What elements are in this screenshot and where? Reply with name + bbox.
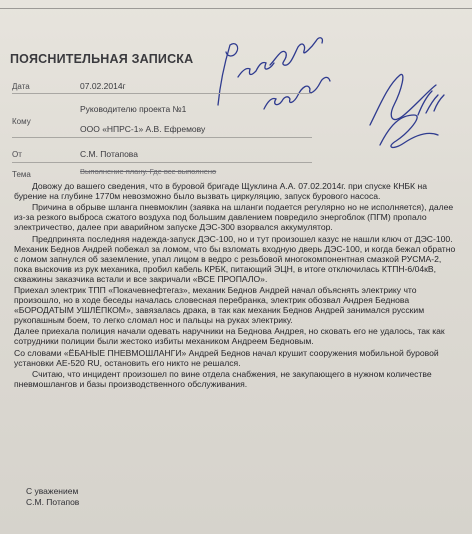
signature-strokes bbox=[370, 74, 444, 147]
meta-divider bbox=[12, 137, 312, 138]
from-label: От bbox=[12, 150, 22, 159]
closing-salutation: С уважением bbox=[26, 486, 79, 496]
date-label: Дата bbox=[12, 82, 30, 91]
paragraph: Довожу до вашего сведения, что в буровой бригаде Щуклина А.А. 07.02.2014г. при спуске КНБК на бурение на глубине 1770м невозможно было вызвать циркуляцию, запуск бурового насоса. bbox=[14, 181, 427, 201]
paragraph: Предпринята последняя надежда-запуск ДЭС-100, но и тут произошел казус не нашли ключ от ДЭС-100. Механик Беднов Андрей побежал за ломом, что бы взломать входную дверь ДЭС-100, и когда бежал обратно с ломом запнулся об заземление, упал лицом в ведро с резьбовой многокомпонентная смазкой РУСМА-2, пока выскочив из рук механика, пробил кабель КРБК, питающий ЭЦН, в итоге отключилась КТПН-6/04кВ, скважины заказчика встали и все закричали «ВСЕ ПРОПАЛО». bbox=[14, 233, 456, 284]
closing bbox=[26, 486, 79, 508]
paragraph: Причина в обрыве шланга пневмоклин (заявка на шланги подается регулярно но не исполняется), далее из-за резкого выброса сжатого воздуха под большим давлением повредило энергоблок (ПГМ) пропало электричество, далее при аварийном запуске ДЭС-300 взорвался аккумулятор. bbox=[14, 202, 454, 233]
handwritten-strokes bbox=[218, 38, 330, 109]
subject-label: Тема bbox=[12, 170, 31, 179]
signature bbox=[360, 55, 460, 165]
to-company: ООО «НПРС-1» А.В. Ефремову bbox=[80, 124, 206, 134]
to-label: Кому bbox=[12, 117, 31, 126]
handwritten-text: Проработать с персоналом bbox=[208, 5, 221, 6]
to-value: Руководителю проекта №1 bbox=[80, 104, 187, 114]
paragraph: Приехал электрик ТПП «Покачевнефтегаз», механик Беднов Андрей начал объяснять электрику что произошло, но в ходе беседы началась словесная перебранка, электрик обозвал Андрея Беднова «БОРОДАТЫМ УШЛЁПКОМ», завязалась драка, в так как механик Беднов Андрей занимался русским рукопашным боем, то легко сломал нос и пальцы на руках электрику. bbox=[14, 285, 425, 325]
closing-name: С.М. Потапов bbox=[26, 497, 80, 507]
handwritten-note bbox=[200, 5, 350, 115]
paragraph: Со словами «ЁБАНЫЕ ПНЕВМОШЛАНГИ» Андрей Беднов начал крушит сооружения мобильной буровой установки АЕ-520 RU, остановить его никто не решался. bbox=[14, 347, 439, 368]
subject-struck-text: Выполнение плану. Где все выполнено bbox=[80, 167, 217, 176]
document-body bbox=[14, 182, 460, 392]
from-value: С.М. Потапова bbox=[80, 149, 138, 159]
page-title: ПОЯСНИТЕЛЬНАЯ ЗАПИСКА bbox=[10, 52, 194, 66]
date-value: 07.02.2014г bbox=[80, 81, 126, 91]
signature-date: 10.02.2014 bbox=[360, 55, 366, 56]
paragraph: Далее приехала полиция начали одевать наручники на Беднова Андрея, но сковать его не удалось, так как сотрудники полиции были жестоко избиты механиком Андреем Бедновым. bbox=[14, 326, 445, 347]
paragraph: Считаю, что инцидент произошел по вине отдела снабжения, не закупающего в нужном количестве пневмошлангов и базы производственного обслуживания. bbox=[14, 369, 432, 390]
meta-divider bbox=[12, 162, 312, 163]
meta-divider bbox=[12, 93, 312, 94]
